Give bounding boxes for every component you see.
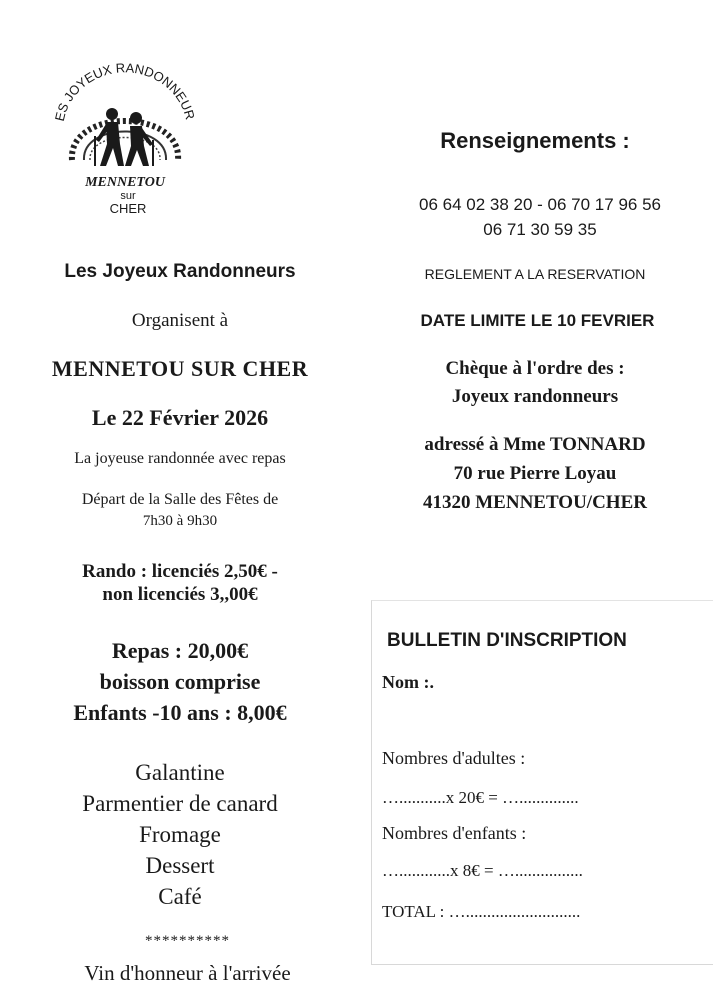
logo-arc-text: ES JOYEUX RANDONNEUR	[51, 60, 198, 123]
logo-line-2: sur	[120, 190, 136, 202]
organisent-text: Organisent à	[131, 310, 229, 331]
deadline-notice: DATE LIMITE LE 10 FEVRIER	[420, 311, 655, 330]
welcome-drink: Vin d'honneur à l'arrivée	[84, 961, 291, 985]
address-recipient: adressé à Mme TONNARD	[424, 434, 646, 455]
children-count-field[interactable]: …............x 8€ = …................	[382, 861, 583, 880]
rando-price-unlicensed: non licenciés 3,,00€	[102, 584, 258, 605]
info-heading: Renseignements :	[440, 128, 630, 153]
logo-line-1: MENNETOU	[85, 175, 165, 190]
meal-price-children: Enfants -10 ans : 8,00€	[73, 700, 287, 725]
club-name: Les Joyeux Randonneurs	[64, 261, 296, 282]
event-subtitle: La joyeuse randonnée avec repas	[74, 450, 286, 467]
menu-item: Dessert	[145, 853, 215, 878]
meal-drink-included: boisson comprise	[99, 669, 261, 694]
cheque-payee-name: Joyeux randonneurs	[451, 386, 619, 407]
menu-item: Parmentier de canard	[82, 791, 278, 816]
address-city: 41320 MENNETOU/CHER	[423, 492, 647, 513]
name-field[interactable]: Nom :.	[382, 672, 434, 692]
total-field[interactable]: TOTAL : …...........................	[382, 902, 581, 921]
departure-place: Départ de la Salle des Fêtes de	[81, 491, 279, 508]
departure-time: 7h30 à 9h30	[142, 513, 218, 529]
event-date: Le 22 Février 2026	[91, 405, 269, 430]
rando-price-licensed: Rando : licenciés 2,50€ -	[82, 561, 278, 582]
phone-numbers-line-1: 06 64 02 38 20 - 06 70 17 96 56	[419, 195, 661, 214]
star-divider: **********	[145, 933, 230, 949]
menu-item: Fromage	[139, 822, 221, 847]
payment-notice: REGLEMENT A LA RESERVATION	[424, 266, 646, 282]
menu-item: Galantine	[135, 760, 225, 785]
menu-item: Café	[158, 884, 202, 909]
phone-numbers-line-2: 06 71 30 59 35	[483, 220, 597, 239]
logo-line-3: CHER	[109, 201, 147, 216]
adults-count-label: Nombres d'adultes :	[382, 748, 526, 768]
club-logo	[50, 48, 200, 216]
event-town: MENNETOU SUR CHER	[51, 356, 309, 381]
registration-form-title: BULLETIN D'INSCRIPTION	[387, 630, 627, 651]
meal-price: Repas : 20,00€	[111, 638, 249, 663]
cheque-payee-label: Chèque à l'ordre des :	[445, 358, 625, 379]
adults-count-field[interactable]: …...........x 20€ = …..............	[382, 788, 579, 807]
club-logo-graphic	[50, 48, 200, 216]
address-street: 70 rue Pierre Loyau	[453, 463, 617, 484]
children-count-label: Nombres d'enfants :	[382, 823, 527, 843]
